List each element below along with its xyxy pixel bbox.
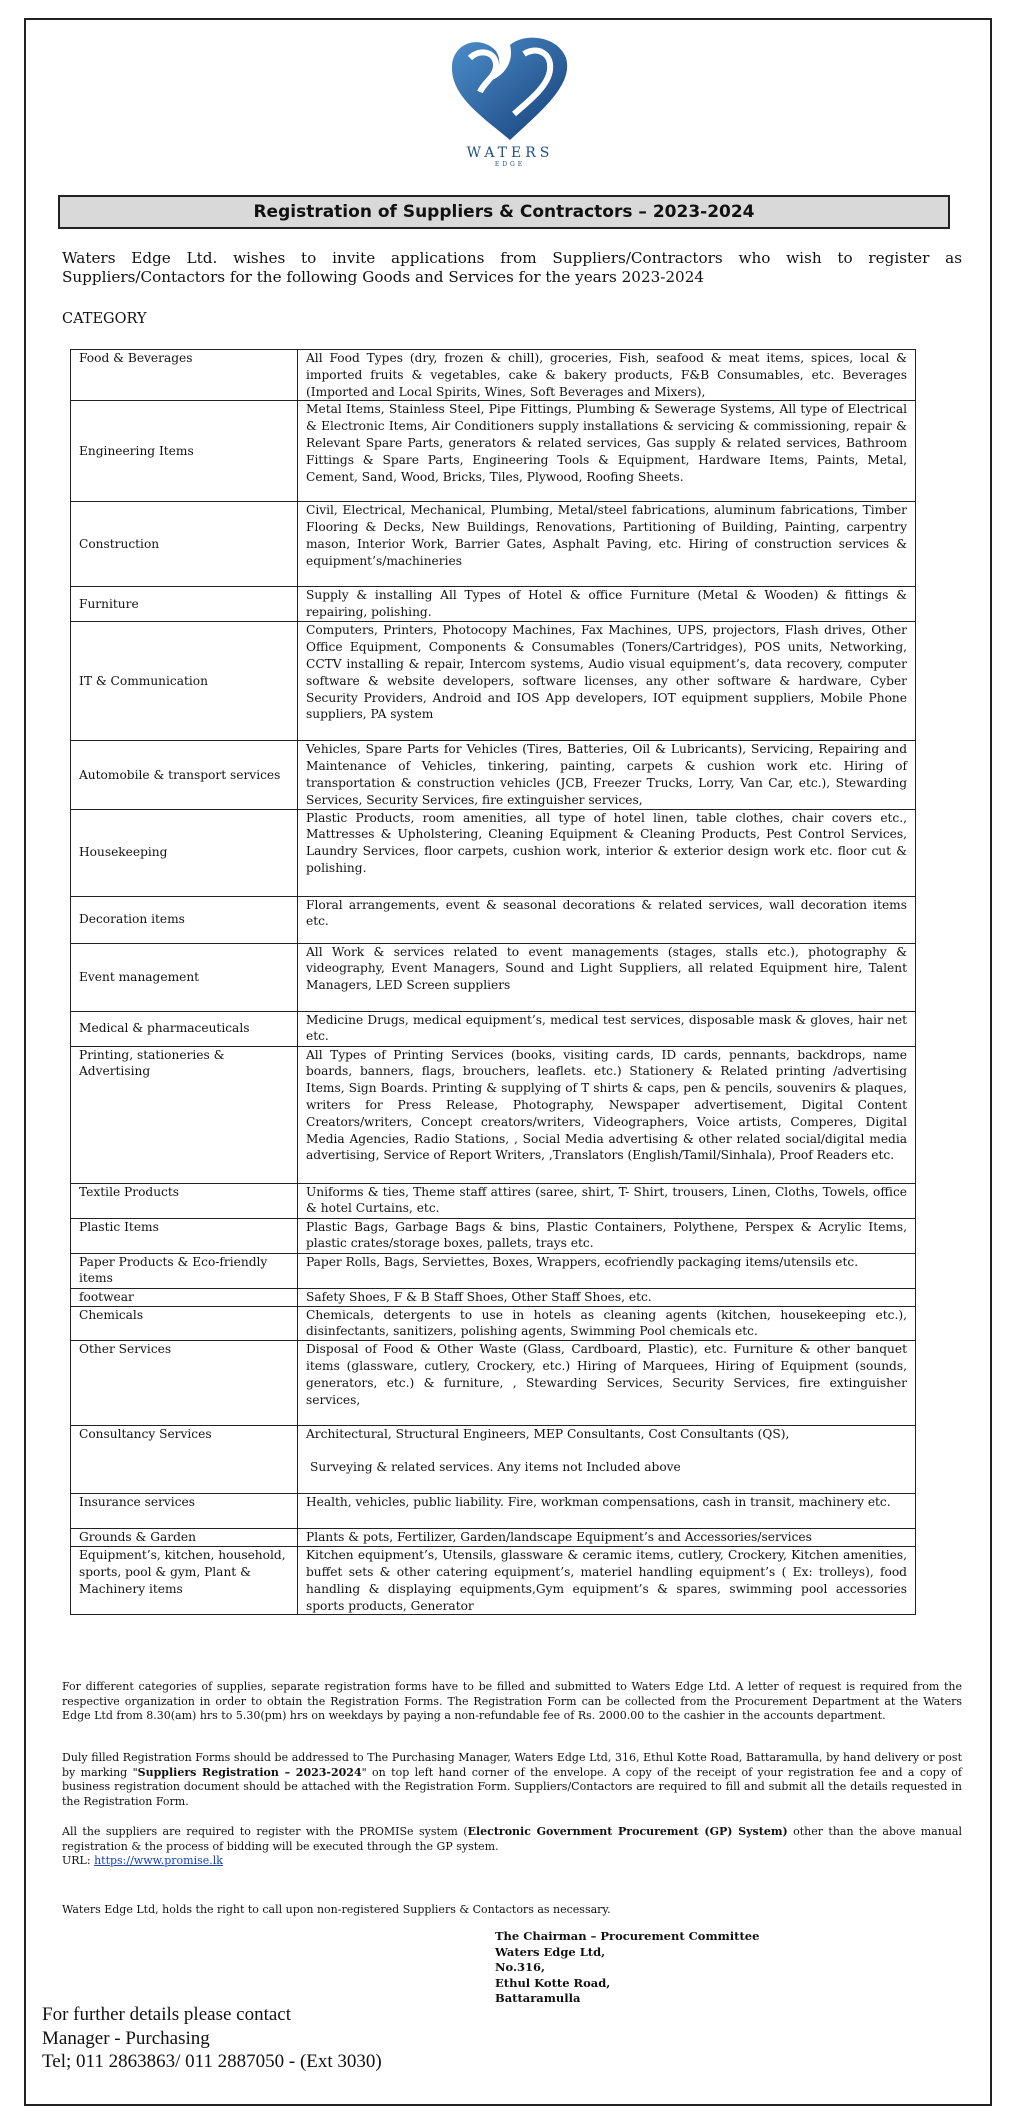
category-name: Other Services (71, 1341, 298, 1426)
intro-paragraph: Waters Edge Ltd. wishes to invite applications from Suppliers/Contractors who wish to register as Suppliers/Contactors for the following Goods and Services for the years 2023-2024 (62, 249, 962, 286)
logo-subtitle: EDGE (494, 161, 526, 168)
note-submission (62, 1751, 962, 1809)
category-row (71, 1306, 916, 1341)
category-row (71, 622, 916, 741)
note-submission-text-2: " on top left hand corner of the envelope. A copy of the receipt of your registration fee and a copy of business registration document should be attached with the Registration Form. Suppliers/Contactors are required to fill and submit all the details requested in the Registration Form. (62, 1765, 962, 1808)
category-items-text: Architectural, Structural Engineers, MEP Consultants, Cost Consultants (QS), (306, 1427, 790, 1442)
category-table (70, 349, 916, 1615)
contact-line: Tel; 011 2863863/ 011 2887050 - (Ext 3030) (42, 2051, 382, 2072)
category-name: Chemicals (71, 1306, 298, 1341)
category-name: Grounds & Garden (71, 1529, 298, 1547)
page-title: Registration of Suppliers & Contractors – 2023-2024 (58, 195, 950, 229)
note-submission-marking: Suppliers Registration – 2023-2024 (137, 1765, 362, 1779)
category-name: Plastic Items (71, 1218, 298, 1253)
category-row (71, 896, 916, 943)
category-row (71, 1341, 916, 1426)
category-row (71, 1426, 916, 1494)
signature-line: The Chairman – Procurement Committee (495, 1929, 760, 1943)
category-items (298, 1426, 916, 1494)
logo-heart-icon (440, 30, 580, 145)
category-items: Kitchen equipment’s, Utensils, glassware & ceramic items, cutlery, Crockery, Kitchen amenities, buffet sets & other catering equipment’s, materiel handling equipment’s ( Ex: trolleys), food handling & displaying equipments,Gym equipment’s & spares, swimming pool accessories sports products, Generator (298, 1547, 916, 1615)
category-name: Paper Products & Eco-friendly items (71, 1253, 298, 1288)
contact-line: For further details please contact (42, 2004, 292, 2025)
category-name: Construction (71, 502, 298, 587)
category-row (71, 1183, 916, 1218)
contact-line: Manager - Purchasing (42, 2027, 210, 2049)
category-items: Computers, Printers, Photocopy Machines, Fax Machines, UPS, projectors, Flash drives, Other Office Equipment, Components & Consumables (Toners/Cartridges), POS units, Networking, CCTV installing & repair, Intercom systems, Audio visual equipment’s, data recovery, computer software & website developers, software licenses, any other software & hardware, Cyber Security Providers, Android and IOS App developers, IOT equipment suppliers, Mobile Phone suppliers, PA system (298, 622, 916, 741)
logo-name: WATERS (466, 145, 554, 161)
category-name: Engineering Items (71, 401, 298, 502)
promise-url-link[interactable]: https://www.promise.lk (94, 1854, 223, 1867)
category-items: Chemicals, detergents to use in hotels as cleaning agents (kitchen, housekeeping etc.), disinfectants, sanitizers, polishing agents, Swimming Pool chemicals etc. (298, 1306, 916, 1341)
category-name: Insurance services (71, 1494, 298, 1529)
category-items: All Work & services related to event managements (stages, stalls etc.), photography & videography, Event Managers, Sound and Light Suppliers, all related Equipment hire, Talent Managers, LED Screen suppliers (298, 943, 916, 1011)
category-items: Medicine Drugs, medical equipment’s, medical test services, disposable mask & gloves, hair net etc. (298, 1011, 916, 1046)
category-items: Floral arrangements, event & seasonal decorations & related services, wall decoration items etc. (298, 896, 916, 943)
category-heading: CATEGORY (62, 311, 147, 327)
category-row (71, 943, 916, 1011)
category-row (71, 1011, 916, 1046)
category-items: Plants & pots, Fertilizer, Garden/landscape Equipment’s and Accessories/services (298, 1529, 916, 1547)
category-items: Safety Shoes, F & B Staff Shoes, Other Staff Shoes, etc. (298, 1288, 916, 1306)
contact-block (42, 2003, 382, 2074)
note-submission-text: Duly filled Registration Forms should be addressed to The Purchasing Manager, Waters Edge Ltd, 316, Ethul Kotte Road, Battaramulla, by hand delivery or post by marking " (62, 1751, 962, 1779)
category-row (71, 502, 916, 587)
category-items: Uniforms & ties, Theme staff attires (saree, shirt, T- Shirt, trousers, Linen, Cloths, Towels, office & hotel Curtains, etc. (298, 1183, 916, 1218)
signature-block (495, 1929, 759, 2007)
category-name: Furniture (71, 587, 298, 622)
category-name: Equipment’s, kitchen, household, sports, pool & gym, Plant & Machinery items (71, 1547, 298, 1615)
category-items: Supply & installing All Types of Hotel & office Furniture (Metal & Wooden) & fittings & repairing, polishing. (298, 587, 916, 622)
note-promise-system (62, 1825, 962, 1869)
signature-line: Battaramulla (495, 1991, 581, 2005)
category-items: Plastic Products, room amenities, all type of hotel linen, table clothes, chair covers etc., Mattresses & Upholstering, Cleaning Equipment & Cleaning Products, Pest Control Services, Laundry Services, floor carpets, cushion work, interior & exterior design work etc. floor cut & polishing. (298, 809, 916, 896)
note-promise-text: All the suppliers are required to register with the PROMISe system ( (62, 1825, 468, 1838)
category-row (71, 1529, 916, 1547)
category-name: Decoration items (71, 896, 298, 943)
note-registration-forms: For different categories of supplies, separate registration forms have to be filled and submitted to Waters Edge Ltd. A letter of request is required from the respective organization in order to obtain the Registration Forms. The Registration Form can be collected from the Procurement Department at the Waters Edge Ltd from 8.30(am) hrs to 5.30(pm) hrs on weekdays by paying a non-refundable fee of Rs. 2000.00 to the cashier in the accounts department. (62, 1680, 962, 1722)
category-name: IT & Communication (71, 622, 298, 741)
category-items: Vehicles, Spare Parts for Vehicles (Tires, Batteries, Oil & Lubricants), Servicing, Repairing and Maintenance of Vehicles, tinkering, painting, carpets & cushion work etc. Hiring of transportation & construction vehicles (JCB, Freezer Trucks, Lorry, Van Car, etc.), Stewarding Services, Security Services, fire extinguisher services, (298, 741, 916, 809)
category-items: Metal Items, Stainless Steel, Pipe Fittings, Plumbing & Sewerage Systems, All type of Electrical & Electronic Items, Air Conditioners supply installations & servicing & commissioning, repair & Relevant Spare Parts, generators & related services, Gas supply & related services, Bathroom Fittings & Spare Parts, Engineering Tools & Equipment, Hardware Items, Paints, Metal, Cement, Sand, Wood, Bricks, Tiles, Plywood, Roofing Sheets. (298, 401, 916, 502)
category-name: Event management (71, 943, 298, 1011)
category-items: Plastic Bags, Garbage Bags & bins, Plastic Containers, Polythene, Perspex & Acrylic Items, plastic crates/storage boxes, pallets, trays etc. (298, 1218, 916, 1253)
category-row (71, 809, 916, 896)
category-row (71, 587, 916, 622)
category-name: Printing, stationeries & Advertising (71, 1046, 298, 1183)
category-items: All Food Types (dry, frozen & chill), groceries, Fish, seafood & meat items, spices, local & imported fruits & vegetables, cake & bakery products, F&B Consumables, etc. Beverages (Imported and Local Spirits, Wines, Soft Beverages and Mixers), (298, 350, 916, 401)
category-name: Automobile & transport services (71, 741, 298, 809)
category-items: All Types of Printing Services (books, visiting cards, ID cards, pennants, backdrops, name boards, banners, flags, brouchers, leaflets. etc.) Stationery & Related printing /advertising Items, Sign Boards. Printing & supplying of T shirts & caps, pen & pencils, souvenirs & plaques, writers for Press Release, Photography, Newspaper advertisement, Digital Content Creators/writers, Concept creators/writers, Videographers, Voice artists, Comperes, Digital Media Agencies, Radio Stations, , Social Media advertising & other related social/digital media advertising, Service of Report Writers, ,Translators (English/Tamil/Sinhala), Proof Readers etc. (298, 1046, 916, 1183)
category-items: Civil, Electrical, Mechanical, Plumbing, Metal/steel fabrications, aluminum fabrications, Timber Flooring & Decks, New Buildings, Renovations, Partitioning of Building, Painting, carpentry mason, Interior Work, Barrier Gates, Asphalt Paving, etc. Hiring of construction services & equipment’s/machineries (298, 502, 916, 587)
signature-line: Waters Edge Ltd, (495, 1944, 606, 1959)
category-name: Housekeeping (71, 809, 298, 896)
category-name: Consultancy Services (71, 1426, 298, 1494)
category-name: Medical & pharmaceuticals (71, 1011, 298, 1046)
url-label: URL: (62, 1854, 95, 1867)
category-row (71, 350, 916, 401)
note-non-registered: Waters Edge Ltd, holds the right to call upon non-registered Suppliers & Contactors as necessary. (62, 1903, 611, 1916)
category-row (71, 1494, 916, 1529)
category-items: Disposal of Food & Other Waste (Glass, Cardboard, Plastic), etc. Furniture & other banquet items (glassware, cutlery, Crockery, etc.) Hiring of Marquees, Hiring of Equipment (sounds, generators, etc.) & furniture, , Stewarding Services, Security Services, fire extinguisher services, (298, 1341, 916, 1426)
category-items: Paper Rolls, Bags, Serviettes, Boxes, Wrappers, ecofriendly packaging items/utensils etc. (298, 1253, 916, 1288)
category-row (71, 1046, 916, 1183)
note-promise-text-2: other than the above manual registration & the process of bidding will be executed through the GP system. (62, 1825, 962, 1853)
category-row (71, 401, 916, 502)
category-name: Textile Products (71, 1183, 298, 1218)
category-row (71, 1253, 916, 1288)
category-name: footwear (71, 1288, 298, 1306)
category-items: Health, vehicles, public liability. Fire, workman compensations, cash in transit, machinery etc. (298, 1494, 916, 1529)
category-row (71, 741, 916, 809)
category-row (71, 1547, 916, 1615)
category-row (71, 1218, 916, 1253)
signature-line: Ethul Kotte Road, (495, 1975, 611, 1990)
category-items-text-2: Surveying & related services. Any items not Included above (310, 1459, 681, 1474)
note-promise-system-name: Electronic Government Procurement (GP) System) (467, 1825, 788, 1838)
signature-line: No.316, (495, 1960, 545, 1974)
category-row (71, 1288, 916, 1306)
category-name: Food & Beverages (71, 350, 298, 401)
